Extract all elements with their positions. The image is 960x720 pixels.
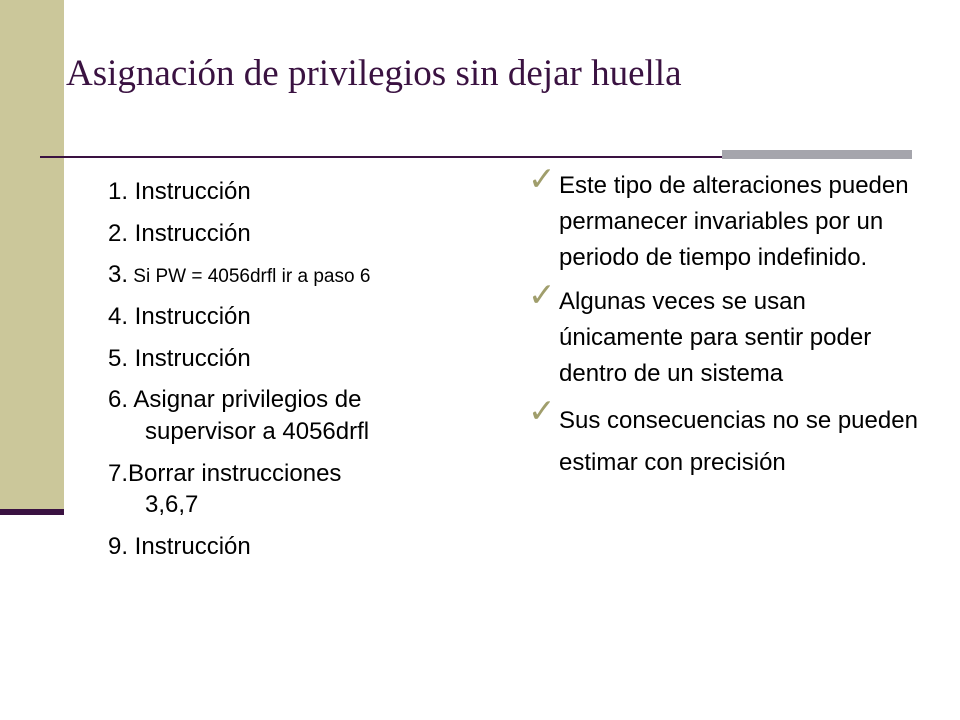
check-icon: ✓ xyxy=(528,276,556,313)
step-item xyxy=(108,343,488,375)
step-item xyxy=(108,384,488,447)
step-text: 1. Instrucción xyxy=(108,178,251,205)
step-text: 4. Instrucción xyxy=(108,303,251,331)
step-text-continued: 3,6,7 xyxy=(145,491,199,519)
step-item xyxy=(108,531,488,563)
step-item xyxy=(108,458,488,521)
step-text: Si PW = 4056drfl ir a paso 6 xyxy=(128,266,371,288)
step-item xyxy=(108,176,488,208)
step-number: 3. xyxy=(108,261,129,289)
note-text: Algunas veces se usan únicamente para sentir poder dentro de un sistema xyxy=(559,288,872,387)
step-text: 5. Instrucción xyxy=(108,344,251,372)
note-item xyxy=(528,276,932,392)
step-text-continued: supervisor a 4056drfl xyxy=(145,418,370,446)
side-accent-stub xyxy=(0,509,64,515)
step-item xyxy=(108,301,488,333)
check-icon: ✓ xyxy=(528,160,556,197)
step-item xyxy=(108,259,488,291)
side-accent-bar xyxy=(0,0,64,512)
step-text: 9. Instrucción xyxy=(108,533,251,561)
notes-list xyxy=(528,160,932,492)
steps-list xyxy=(108,176,488,573)
step-text: 6. Asignar privilegios de xyxy=(108,386,362,414)
note-text: Este tipo de alteraciones pueden permanecer invariables por un periodo de tiempo indefinido. xyxy=(559,172,909,271)
note-item xyxy=(528,160,932,276)
note-text: Sus consecuencias no se pueden estimar con precisión xyxy=(559,407,918,476)
step-item xyxy=(108,218,488,250)
step-text: 7.Borrar instrucciones xyxy=(108,459,342,487)
title-underline-accent xyxy=(722,150,912,159)
step-text: 2. Instrucción xyxy=(108,219,251,247)
note-item xyxy=(528,392,932,484)
check-icon: ✓ xyxy=(528,392,556,429)
slide-title: Asignación de privilegios sin dejar huella xyxy=(66,53,682,94)
